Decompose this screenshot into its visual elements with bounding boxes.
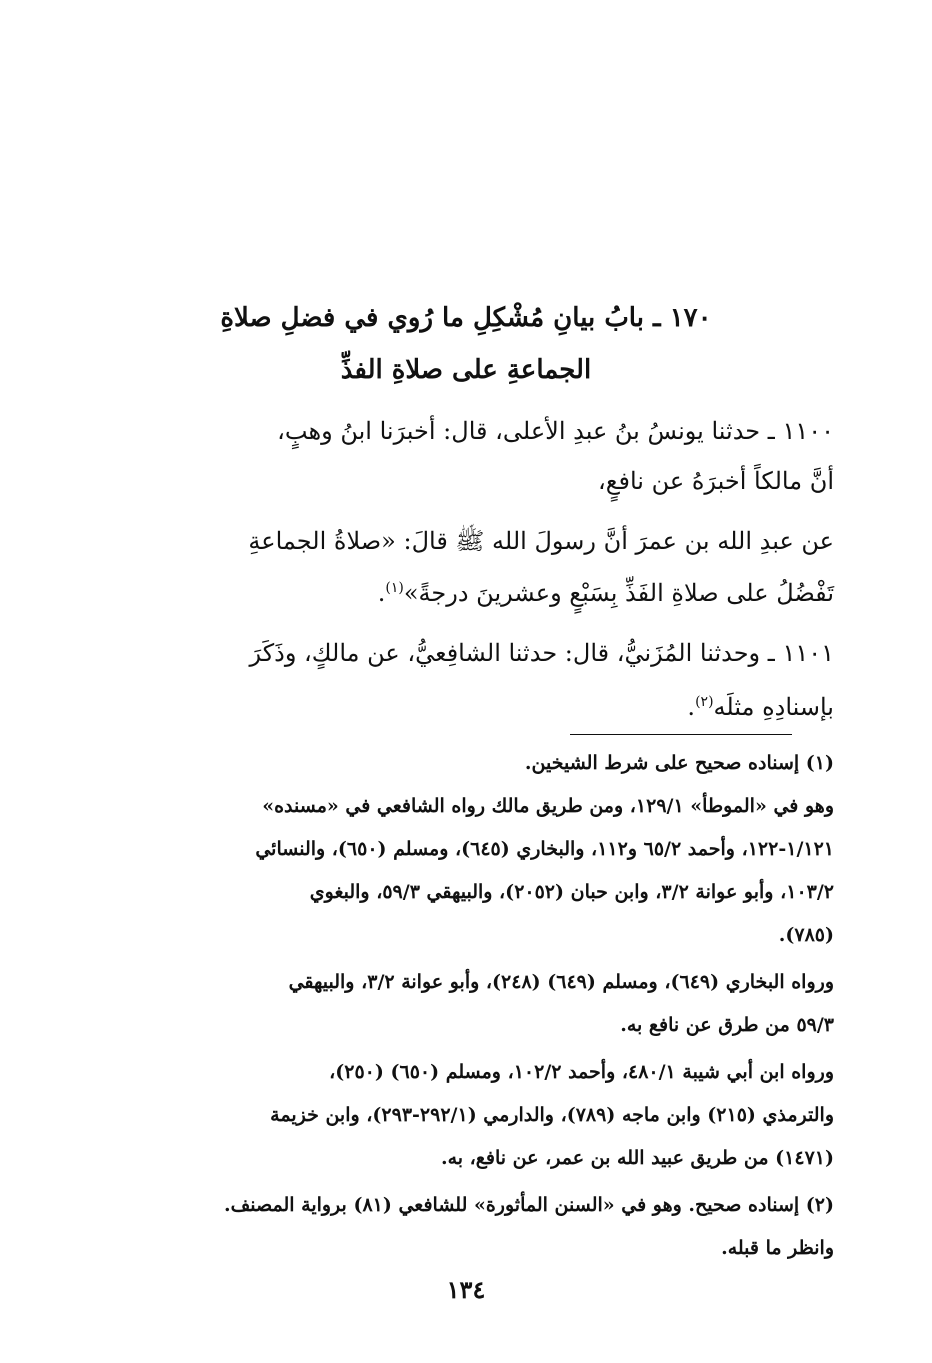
hadith-1100-line-3: عن عبدِ الله بن عمرَ أنَّ رسولَ الله ﷺ قالَ: «صلاةُ الجماعةِ xyxy=(248,527,834,555)
hadith-1101-line-1: ١١٠١ ـ وحدثنا المُزَنيُّ، قال: حدثنا الشافِعيُّ، عن مالكٍ، وذَكَرَ xyxy=(249,639,834,667)
hadith-1101-text: بإسنادِهِ مثلَه xyxy=(713,693,834,721)
footnote-1-line-2: وهو في «الموطأ» ١٢٩/١، ومن طريق مالك رواه الشافعي في «مسنده» xyxy=(262,795,834,817)
hadith-1100-line-2: أنَّ مالكاً أخبرَهُ عن نافعٍ، xyxy=(598,467,834,495)
footnote-ref-2[interactable]: (٢) xyxy=(695,694,714,710)
footnote-divider xyxy=(570,734,792,735)
chapter-title-line-2: الجماعةِ على صلاةِ الفذِّ xyxy=(340,355,592,385)
footnote-1-line-6: ورواه البخاري (٦٤٩)، ومسلم (٦٤٩) (٢٤٨)، وأبو عوانة ٣/٢، والبيهقي xyxy=(288,971,834,993)
footnote-1-line-10: (١٤٧١) من طريق عبيد الله بن عمر، عن نافع، به. xyxy=(440,1147,834,1169)
hadith-1100-end: . xyxy=(377,579,386,607)
footnote-2-line-2: وانظر ما قبله. xyxy=(721,1237,834,1259)
footnote-1-line-4: ١٠٣/٢، وأبو عوانة ٣/٢، وابن حبان (٢٠٥٢)، والبيهقي ٥٩/٣، والبغوي xyxy=(309,881,834,903)
footnote-1-line-3: ١/١٢١-١٢٢، وأحمد ٦٥/٢ و١١٢، والبخاري (٦٤٥)، ومسلم (٦٥٠)، والنسائي xyxy=(255,838,834,860)
chapter-title-line-1: ١٧٠ ـ بابُ بيانِ مُشْكِلِ ما رُوي في فضلِ صلاةِ xyxy=(220,303,712,333)
hadith-1101-end: . xyxy=(687,693,696,721)
footnote-1-line-1: (١) إسناده صحيح على شرط الشيخين. xyxy=(524,752,834,774)
footnote-1-line-7: ٥٩/٣ من طرق عن نافع به. xyxy=(620,1014,834,1036)
footnotes xyxy=(124,742,834,1270)
hadith-1100-line-1: ١١٠٠ ـ حدثنا يونسُ بنُ عبدِ الأعلى، قال: أخبرَنا ابنُ وهبٍ، xyxy=(277,417,834,445)
footnote-1-line-8: ورواه ابن أبي شيبة ٤٨٠/١، وأحمد ١٠٢/٢، ومسلم (٦٥٠) (٢٥٠)، xyxy=(329,1061,834,1083)
hadith-1100-text: تَفْضُلُ على صلاةِ الفَذِّ بِسَبْعٍ وعشرينَ درجةً» xyxy=(403,579,834,607)
footnote-2-line-1: (٢) إسناده صحيح. وهو في «السنن المأثورة» للشافعي (٨١) برواية المصنف. xyxy=(223,1194,834,1216)
footnote-ref-1[interactable]: (١) xyxy=(385,580,404,596)
hadith-1100-line-4 xyxy=(134,566,834,620)
hadith-1101-line-2 xyxy=(134,680,834,734)
page-number: ١٣٤ xyxy=(446,1275,486,1304)
footnote-1-line-9: والترمذي (٢١٥) وابن ماجه (٧٨٩)، والدارمي (٢٩٢/١-٢٩٣)، وابن خزيمة xyxy=(270,1104,834,1126)
footnote-1-line-5: (٧٨٥). xyxy=(778,924,834,946)
